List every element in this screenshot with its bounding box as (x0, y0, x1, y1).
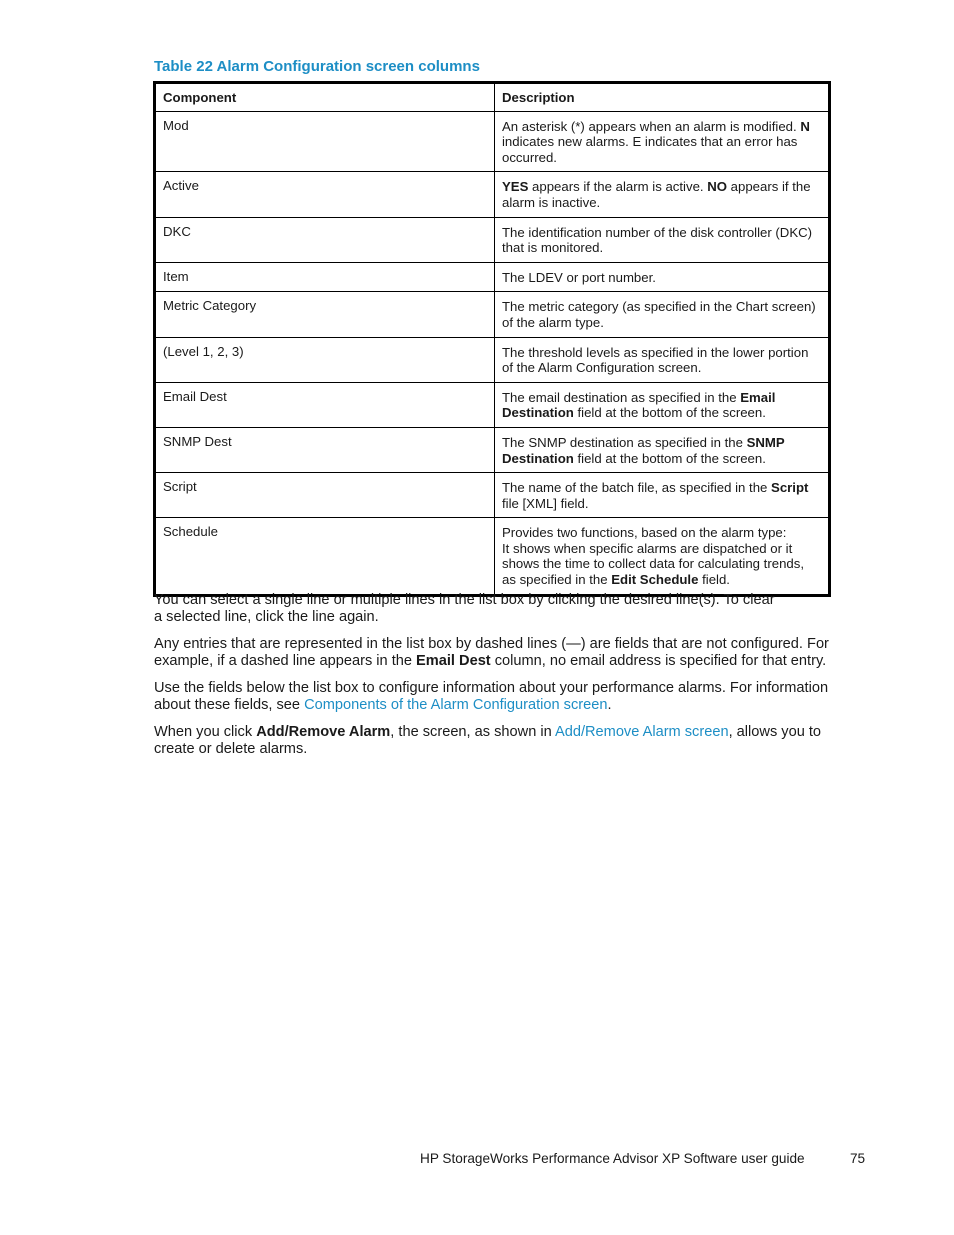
table-row (155, 217, 830, 262)
description-cell (495, 262, 830, 292)
text-run: appears if the alarm is active. (528, 179, 708, 195)
bold-text: N (800, 118, 810, 134)
column-header-description: Description (495, 83, 830, 112)
component-cell: SNMP Dest (155, 427, 495, 472)
text-run: The LDEV or port number. (502, 269, 656, 285)
text-run: , allows you to create or delete alarms. (154, 724, 822, 757)
text-run: file [XML] field. (502, 495, 589, 511)
bold-text: Add/Remove Alarm (256, 724, 391, 740)
text-run: Any entries that are represented in the list box by dashed lines (—) are fields that are not configured. For example, if a dashed line appears in the (154, 636, 829, 669)
text-run: The SNMP destination as specified in the (502, 434, 747, 450)
table-row (155, 262, 830, 292)
table-row (155, 518, 830, 595)
paragraph-select-lines (154, 592, 864, 626)
column-header-component: Component (155, 83, 495, 112)
table-body (155, 111, 830, 595)
component-cell: DKC (155, 217, 495, 262)
text-run: field at the bottom of the screen. (573, 450, 766, 466)
text-run: , the screen, as shown in (390, 724, 555, 740)
bold-text: SNMP Destination (502, 434, 785, 466)
description-cell (495, 111, 830, 172)
component-cell: Mod (155, 111, 495, 172)
description-cell (495, 337, 830, 382)
description-cell (495, 172, 830, 217)
table-row (155, 382, 830, 427)
paragraph-add-remove-alarm (154, 724, 864, 758)
text-run: a selected line, click the line again. (154, 609, 379, 625)
table-row (155, 427, 830, 472)
table-row (155, 473, 830, 518)
paragraph-dashed-lines (154, 636, 864, 670)
component-cell: Active (155, 172, 495, 217)
table-row (155, 337, 830, 382)
alarm-columns-table (153, 81, 831, 597)
description-cell (495, 292, 830, 337)
component-cell: (Level 1, 2, 3) (155, 337, 495, 382)
footer-title: HP StorageWorks Performance Advisor XP Software user guide (420, 1151, 805, 1166)
text-run: The metric category (as specified in the Chart screen) of the alarm type. (502, 299, 816, 330)
cross-reference-link[interactable]: Add/Remove Alarm screen (554, 724, 729, 740)
text-run: field at the bottom of the screen. (573, 405, 766, 421)
cross-reference-link[interactable]: Components of the Alarm Configuration screen (304, 697, 608, 713)
table-row (155, 111, 830, 172)
text-run: . (607, 697, 612, 713)
component-cell: Schedule (155, 518, 495, 595)
component-cell: Item (155, 262, 495, 292)
bold-text: Script (771, 480, 809, 496)
component-cell: Script (155, 473, 495, 518)
component-cell: Email Dest (155, 382, 495, 427)
description-cell (495, 427, 830, 472)
description-cell (495, 518, 830, 595)
component-cell: Metric Category (155, 292, 495, 337)
table-caption: Table 22 Alarm Configuration screen columns (154, 58, 480, 75)
text-run: The threshold levels as specified in the lower portion of the Alarm Configuration screen. (502, 344, 809, 376)
paragraph-configure-fields (154, 680, 864, 714)
page-number: 75 (850, 1151, 866, 1166)
text-run: field. (698, 572, 730, 588)
text-run: The identification number of the disk controller (DKC) that is monitored. (502, 224, 813, 256)
description-cell (495, 382, 830, 427)
description-cell (495, 473, 830, 518)
text-run: An asterisk (*) appears when an alarm is modified. (502, 118, 801, 134)
table-header-row (155, 83, 830, 112)
bold-text: Email Dest (416, 653, 491, 669)
text-run: Use the fields below the list box to configure information about your performance alarms. For information about these fields, see (154, 680, 829, 713)
bold-text: NO (707, 179, 728, 195)
text-run: The email destination as specified in the (502, 389, 741, 405)
bold-text: Edit Schedule (611, 572, 699, 588)
text-run: When you click (154, 724, 257, 740)
table-row (155, 292, 830, 337)
text-run: appears if the alarm is inactive. (502, 179, 811, 210)
text-run: The name of the batch file, as specified in the (502, 480, 772, 496)
text-run: It shows when specific alarms are dispatched or it shows the time to collect data for calculating trends, as specified in the (502, 540, 804, 588)
bold-text: YES (502, 179, 529, 195)
text-run: indicates new alarms. E indicates that an error has occurred. (502, 134, 798, 165)
text-run: column, no email address is specified for that entry. (490, 653, 827, 669)
text-run: Provides two functions, based on the alarm type: (502, 525, 787, 541)
bold-text: Email Destination (502, 389, 776, 421)
description-cell (495, 217, 830, 262)
table-row (155, 172, 830, 217)
text-run: You can select a single line or multiple lines in the list box by clicking the desired line(s). To clear (154, 592, 775, 608)
